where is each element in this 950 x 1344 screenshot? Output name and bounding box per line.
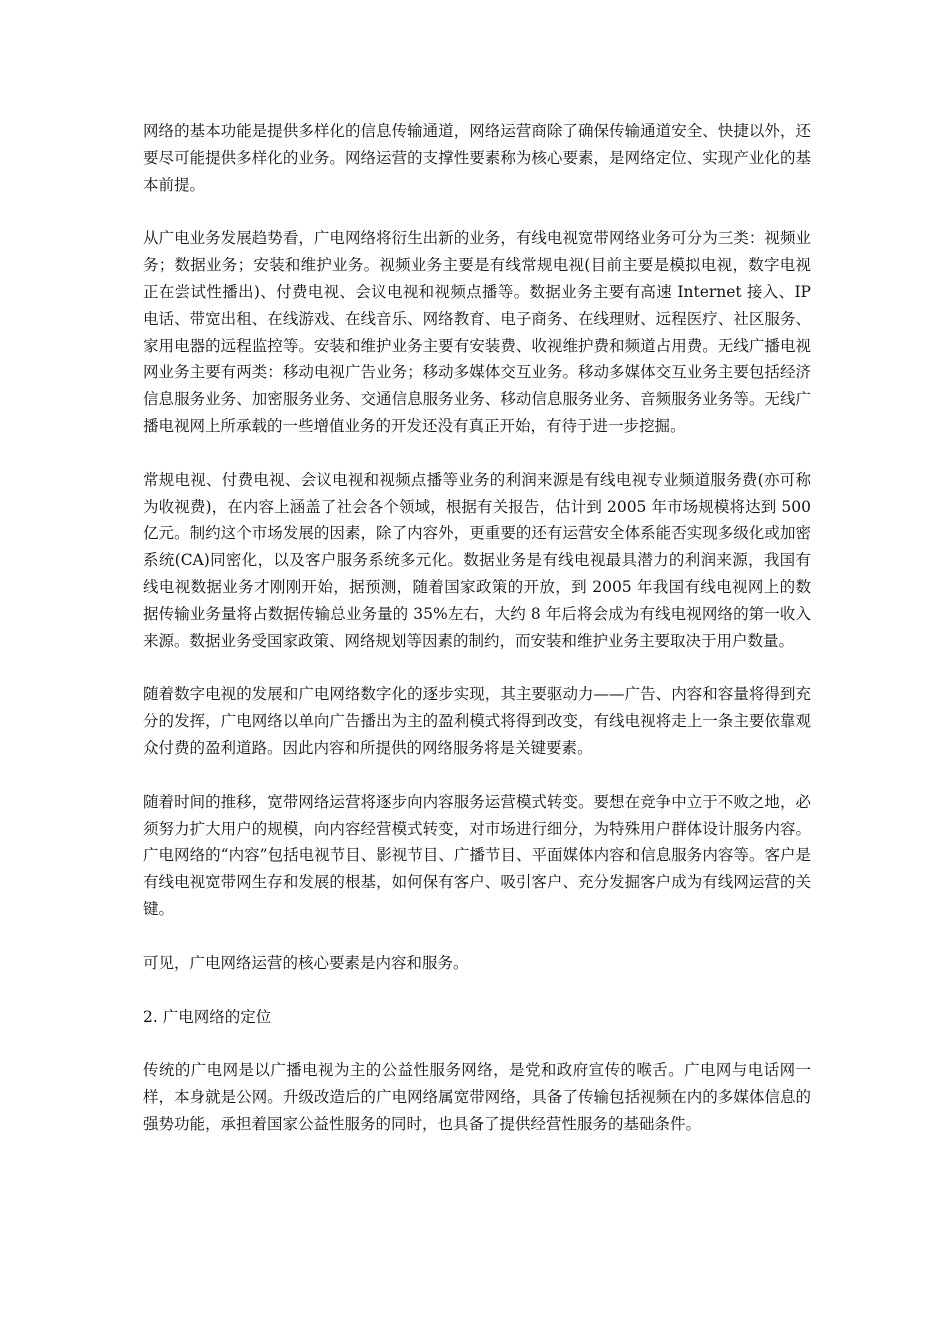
paragraph-conclusion: 可见，广电网络运营的核心要素是内容和服务。 [143,953,469,972]
paragraph-network-positioning: 传统的广电网是以广播电视为主的公益性服务网络，是党和政府宣传的喉舌。广电网与电话网一样，本身就是公网。升级改造后的广电网络属宽带网络，具备了传输包括视频在内的多媒体信息的强势功能，承担着国家公益性服务的同时，也具备了提供经营性服务的基础条件。 [143,1061,811,1133]
document-body [143,118,811,1165]
paragraph-digital-tv-drivers: 随着数字电视的发展和广电网络数字化的逐步实现，其主要驱动力——广告、内容和容量将得到充分的发挥，广电网络以单向广告播出为主的盈利模式将得到改变，有线电视将走上一条主要依靠观众付费的盈利道路。因此内容和所提供的网络服务将是关键要素。 [143,685,811,757]
section-heading: 2. 广电网络的定位 [143,1007,272,1026]
paragraph-profit-sources: 常规电视、付费电视、会议电视和视频点播等业务的利润来源是有线电视专业频道服务费(亦可称为收视费)，在内容上涵盖了社会各个领域，根据有关报告，估计到 2005 年市场规模将达到 500 亿元。制约这个市场发展的因素，除了内容外，更重要的还有运营安全体系能否实现多级化或加密系统(CA)同密化，以及客户服务系统多元化。数据业务是有线电视最具潜力的利润来源，我国有线电视数据业务才刚刚开始，据预测，随着国家政策的开放，到 2005 年我国有线电视网上的数据传输业务量将占数据传输总业务量的 35%左右，大约 8 年后将会成为有线电视网络的第一收入来源。数据业务受国家政策、网络规划等因素的制约，而安装和维护业务主要取决于用户数量。 [143,470,811,650]
paragraph-network-core-elements: 网络的基本功能是提供多样化的信息传输通道，网络运营商除了确保传输通道安全、快捷以外，还要尽可能提供多样化的业务。网络运营的支撑性要素称为核心要素，是网络定位、实现产业化的基本前提。 [143,122,811,194]
paragraph-content-service-transition: 随着时间的推移，宽带网络运营将逐步向内容服务运营模式转变。要想在竞争中立于不败之地，必须努力扩大用户的规模，向内容经营模式转变，对市场进行细分，为特殊用户群体设计服务内容。广电网络的“内容”包括电视节目、影视节目、广播节目、平面媒体内容和信息服务内容等。客户是有线电视宽带网生存和发展的根基，如何保有客户、吸引客户、充分发掘客户成为有线网运营的关键。 [143,792,811,918]
paragraph-business-trends: 从广电业务发展趋势看，广电网络将衍生出新的业务，有线电视宽带网络业务可分为三类：视频业务；数据业务；安装和维护业务。视频业务主要是有线常规电视(目前主要是模拟电视，数字电视正在尝试性播出)、付费电视、会议电视和视频点播等。数据业务主要有高速 Internet 接入、IP 电话、带宽出租、在线游戏、在线音乐、网络教育、电子商务、在线理财、远程医疗、社区服务、家用电器的远程监控等。安装和维护业务主要有安装费、收视维护费和频道占用费。无线广播电视网业务主要有两类：移动电视广告业务；移动多媒体交互业务。移动多媒体交互业务主要包括经济信息服务业务、加密服务业务、交通信息服务业务、移动信息服务业务、音频服务业务等。无线广播电视网上所承载的一些增值业务的开发还没有真正开始，有待于进一步挖掘。 [143,229,811,435]
